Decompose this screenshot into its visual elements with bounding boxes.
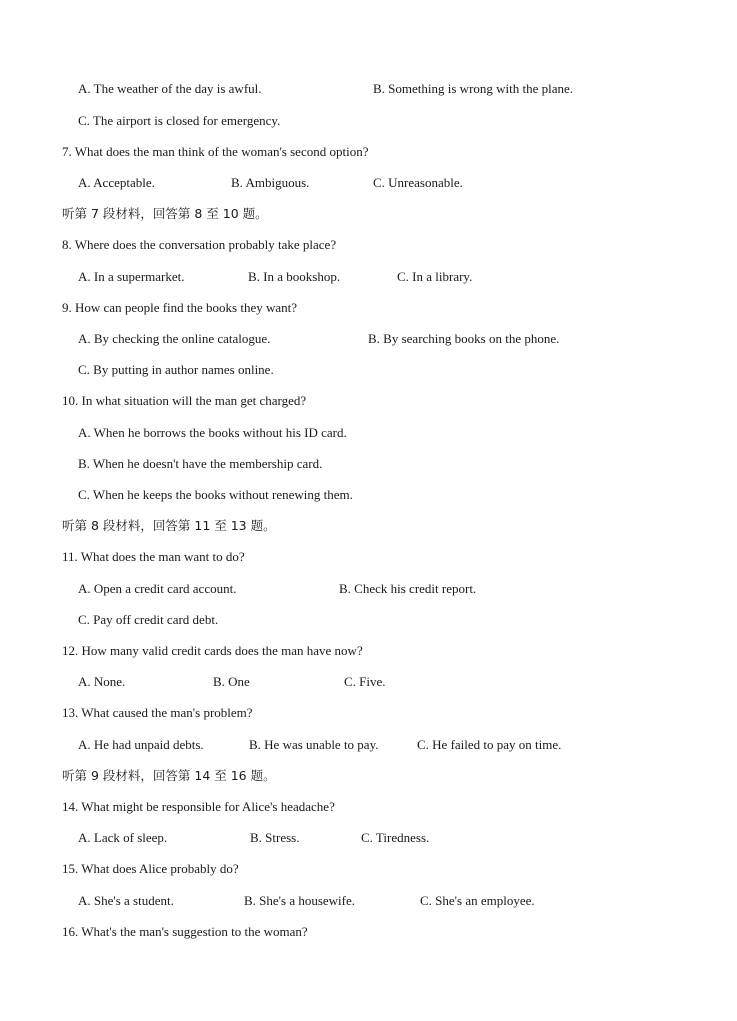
q6-option-b: B. Something is wrong with the plane. [373,81,574,96]
q14-option-a: A. Lack of sleep. [78,830,168,845]
q7-option-a: A. Acceptable. [78,175,155,190]
question-13: 13. What caused the man's problem? [62,705,253,720]
q13-option-c: C. He failed to pay on time. [417,737,562,752]
section-heading-7: 听第 7 段材料，回答第 8 至 10 题。 [62,206,268,221]
q10-option-b: B. When he doesn't have the membership card. [78,456,323,471]
question-15: 15. What does Alice probably do? [62,861,239,876]
q8-option-c: C. In a library. [397,269,473,284]
q14-option-b: B. Stress. [250,830,300,845]
q7-option-c: C. Unreasonable. [373,175,463,190]
q12-option-b: B. One [213,674,250,689]
q8-option-b: B. In a bookshop. [248,269,341,284]
q6-option-a: A. The weather of the day is awful. [78,81,262,96]
q11-option-b: B. Check his credit report. [339,581,477,596]
section-heading-8: 听第 8 段材料，回答第 11 至 13 题。 [62,518,276,533]
q6-option-c: C. The airport is closed for emergency. [78,113,281,128]
q10-option-a: A. When he borrows the books without his ID card. [78,425,347,440]
question-16: 16. What's the man's suggestion to the woman? [62,924,308,939]
q15-option-c: C. She's an employee. [420,893,535,908]
question-12: 12. How many valid credit cards does the man have now? [62,643,363,658]
q11-option-a: A. Open a credit card account. [78,581,237,596]
question-14: 14. What might be responsible for Alice's headache? [62,799,335,814]
question-10: 10. In what situation will the man get charged? [62,393,307,408]
q10-option-c: C. When he keeps the books without renewing them. [78,487,353,502]
q8-option-a: A. In a supermarket. [78,269,185,284]
q9-option-c: C. By putting in author names online. [78,362,274,377]
question-8: 8. Where does the conversation probably take place? [62,237,337,252]
q11-option-c: C. Pay off credit card debt. [78,612,219,627]
q15-option-b: B. She's a housewife. [244,893,356,908]
q9-option-a: A. By checking the online catalogue. [78,331,271,346]
q13-option-a: A. He had unpaid debts. [78,737,204,752]
q9-option-b: B. By searching books on the phone. [368,331,560,346]
question-9: 9. How can people find the books they want? [62,300,298,315]
question-11: 11. What does the man want to do? [62,549,245,564]
q7-option-b: B. Ambiguous. [231,175,310,190]
q12-option-a: A. None. [78,674,126,689]
q12-option-c: C. Five. [344,674,386,689]
q15-option-a: A. She's a student. [78,893,174,908]
q14-option-c: C. Tiredness. [361,830,430,845]
section-heading-9: 听第 9 段材料，回答第 14 至 16 题。 [62,768,276,783]
question-7: 7. What does the man think of the woman's second option? [62,144,369,159]
q13-option-b: B. He was unable to pay. [249,737,379,752]
